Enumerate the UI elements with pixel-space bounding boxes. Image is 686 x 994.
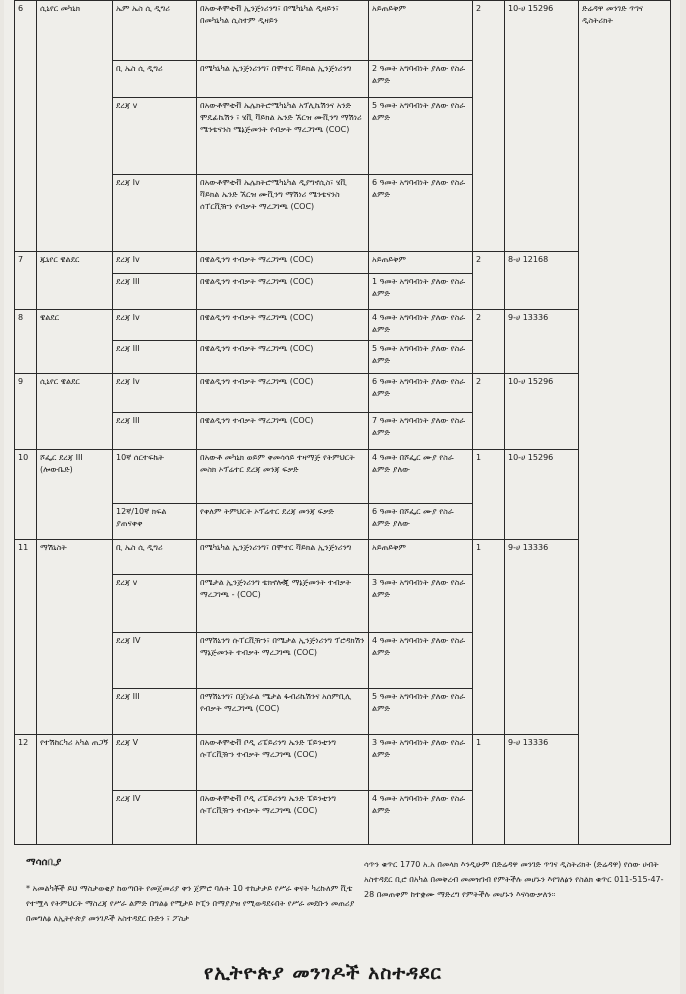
- experience: 4 ዓመት በሾፌር ሙያ የስራ ልምድ ያለው: [369, 450, 473, 504]
- field-of-study: በአውቶሞቲቭ ኤሌክትሮሜካኒካል አፕሊኬሽንና አንድ ሞዴፊኬሽን ፣ ሄቪ ቫይክል ኤንድ ኧርዝ ሙቪንግ ማሽነሪ ሜንቴናንስ ሜኔጅመንት የብቃት ማረጋገጫ (COC): [197, 98, 369, 175]
- education-level: ደረጃ Iv: [113, 252, 197, 274]
- experience: አይጠይቅም: [369, 540, 473, 575]
- organization-name: የኢትዮጵያ መንገዶች አስተዳደር: [204, 962, 442, 984]
- field-of-study: በዌልዲንግ ተብቃት ማረጋገጫ (COC): [197, 413, 369, 450]
- education-level: ደረጃ Iv: [113, 310, 197, 341]
- education-level: ኤም ኤስ ሲ ዲግሪ: [113, 1, 197, 61]
- work-location: ድሬዳዋ መንገድ ጥገና ዲስትሪክት: [579, 1, 671, 845]
- table-row: [15, 735, 671, 791]
- experience: 2 ዓመት አግባብነት ያለው የስራ ልምድ: [369, 61, 473, 98]
- job-title: ዌልደር: [37, 310, 113, 374]
- table-row: [15, 540, 671, 575]
- experience: አይጠይቅም: [369, 1, 473, 61]
- row-number: 10: [15, 450, 37, 540]
- education-level: ደረጃ Iv: [113, 175, 197, 252]
- experience: 7 ዓመት አግባብነት ያለው የስራ ልምድ: [369, 413, 473, 450]
- education-level: 12ኛ/10ኛ ክፍል ያጠናቀቀ: [113, 504, 197, 540]
- field-of-study: በአውቶሞቲቭ ኤሌክትሮሜካኒካል ዲያግኖሲስ፣ ሄቪ ቫይክል ኤንድ ኧርዝ ሙቪንግ ማሽነሪ ሜንቴናንስ ሰፐርቪዥን የብቃት ማረጋገጫ (COC): [197, 175, 369, 252]
- job-title: ማሽኒስት: [37, 540, 113, 735]
- job-title: ሾፌር ደረጃ III (ሎውቤድ): [37, 450, 113, 540]
- quantity: 2: [473, 310, 505, 374]
- grade-salary: 9-ሀ 13336: [505, 540, 579, 735]
- field-of-study: በማሽኒንግ፣ በጀነራል ሜታል ፋብሪኬሽንና አሰምቢሊ የብቃት ማረጋገጫ (COC): [197, 689, 369, 735]
- field-of-study: በማሽኒንግ ሱፐርቪዥን፣ በሜታል ኢንጅነሪንግ ፕሮዳክሽን ማኔጅመንት ተብቃት ማረጋገጫ (COC): [197, 633, 369, 689]
- experience: 5 ዓመት አግባብነት ያለው የስራ ልምድ: [369, 689, 473, 735]
- job-title: ሲኒየር መካኒክ: [37, 1, 113, 252]
- table-row: [15, 450, 671, 504]
- experience: 4 ዓመት አግባብነት ያለው የስራ ልምድ: [369, 791, 473, 845]
- experience: 6 ዓመት በሾፌር ሙያ የስራ ልምድ ያለው: [369, 504, 473, 540]
- field-of-study: በሜካኒካል ኢንጅነሪንግ፣ በሞተር ቫይክል ኢንጅነሪንግ: [197, 61, 369, 98]
- document-page: [4, 0, 680, 994]
- row-number: 9: [15, 374, 37, 450]
- field-of-study: በሜካኒካል ኢንጅነሪንግ፣ በሞተር ቫይክል ኢንጅነሪንግ: [197, 540, 369, 575]
- field-of-study: የቀለም ትምህርት ኦፕሬተር ደረጃ መንጃ ፍቃድ: [197, 504, 369, 540]
- experience: አይጠይቅም: [369, 252, 473, 274]
- grade-salary: 8-ሀ 12168: [505, 252, 579, 310]
- experience: 3 ዓመት አግባብነት ያለው የስራ ልምድ: [369, 575, 473, 633]
- experience: 6 ዓመት አግባብነት ያለው የስራ ልምድ: [369, 374, 473, 413]
- notes-text-right: ሳጥን ቁጥር 1770 አ.አ በመላክ እንዲሁም በድሬዳዋ መንገድ ጥገና ዲስትሪክት (ድሬዳዋ) የሰው ሀብት አስተዳደር ቢሮ በአካል በመቅረብ መመዝገብ የምትችሉ መሆኑን እየገለፅን የስልክ ቁጥር 011-515-47-28 በመጠቀም ከተቋሙ ማድረግ የምትችሉ መሆኑን እናሳውቃለን፡፡: [364, 860, 664, 900]
- field-of-study: በአውቶ መካኒክ ወይም ቀመሳሳይ ተዛማጅ የትምህርት መስክ ኦፕሬተር ደረጃ መንጃ ፍቃድ: [197, 450, 369, 504]
- quantity: 2: [473, 1, 505, 252]
- education-level: ቢ ኤስ ሲ ዲግሪ: [113, 61, 197, 98]
- grade-salary: 9-ሀ 13336: [505, 735, 579, 845]
- experience: 4 ዓመት አግባብነት ያለው የስራ ልምድ: [369, 633, 473, 689]
- notes-text-left: * አመልካቾች ይህ ማስታወቂያ ከወጣበት የመጀመሪያ ቀን ጀምሮ ባሉት 10 ተከታታይ የሥራ ቀናት ካረኩለም ቪቴ የተሟላ የትምህርት ማስረጃ የሥራ ልምድ በግልፅ የሚታይ ኮፒን በማያያዝ የሚወዳደሩበት የሥራ መደቡን መጠሪያ በመግለፅ ለኢትዮጵያ መንገዶች አስተዳደር ቡድን ፣ ፖስታ: [26, 884, 355, 924]
- experience: 5 ዓመት አግባብነት ያለው የስራ ልምድ: [369, 341, 473, 374]
- experience: 3 ዓመት አግባብነት ያለው የስራ ልምድ: [369, 735, 473, 791]
- experience: 6 ዓመት አግባብነት ያለው የስራ ልምድ: [369, 175, 473, 252]
- education-level: ደረጃ III: [113, 689, 197, 735]
- education-level: ደረጃ Iv: [113, 374, 197, 413]
- job-title: ጁኒየር ዌልደር: [37, 252, 113, 310]
- job-title: ሲኒየር ዌልደር: [37, 374, 113, 450]
- education-level: ቢ ኤስ ሲ ዲግሪ: [113, 540, 197, 575]
- row-number: 12: [15, 735, 37, 845]
- notes-title: ማሳሰቢያ: [26, 857, 62, 868]
- education-level: ደረጃ v: [113, 575, 197, 633]
- field-of-study: በዌልዲንግ ተብቃት ማረጋገጫ (COC): [197, 274, 369, 310]
- quantity: 2: [473, 374, 505, 450]
- education-level: ደረጃ v: [113, 98, 197, 175]
- field-of-study: በሜታል ኢንጅነሪንግ ቴክኖሎጂ ማኔጅመንት ተብቃት ማረጋገጫ - (COC): [197, 575, 369, 633]
- education-level: ደረጃ IV: [113, 791, 197, 845]
- grade-salary: 10-ሀ 15296: [505, 450, 579, 540]
- grade-salary: 10-ሀ 15296: [505, 374, 579, 450]
- table-row: [15, 1, 671, 61]
- job-title: የተሽከርካሪ አካል ጠጋኝ: [37, 735, 113, 845]
- education-level: ደረጃ IV: [113, 633, 197, 689]
- field-of-study: በአውቶሞቲቭ ቦዲ ሪፔይሪንግ ኤንድ ፔይንቲንግ ሱፐርቪዥን ተብቃት ማረጋገጫ (COC): [197, 791, 369, 845]
- grade-salary: 10-ሀ 15296: [505, 1, 579, 252]
- row-number: 8: [15, 310, 37, 374]
- quantity: 1: [473, 540, 505, 735]
- education-level: 10ኛ ሰርተፍኬት: [113, 450, 197, 504]
- education-level: ደረጃ III: [113, 274, 197, 310]
- quantity: 2: [473, 252, 505, 310]
- experience: 1 ዓመት አግባብነት ያለው የስራ ልምድ: [369, 274, 473, 310]
- field-of-study: በዌልዲንግ ተብቃት ማረጋገጫ (COC): [197, 252, 369, 274]
- row-number: 11: [15, 540, 37, 735]
- field-of-study: በአውቶሞቲቭ ቦዲ ሪፔይሪንግ ኤንድ ፔይንቲንግ ሱፐርቪዥን ተብቃት ማረጋገጫ (COC): [197, 735, 369, 791]
- vacancy-table: [14, 0, 671, 845]
- grade-salary: 9-ሀ 13336: [505, 310, 579, 374]
- quantity: 1: [473, 735, 505, 845]
- experience: 5 ዓመት አግባብነት ያለው የስራ ልምድ: [369, 98, 473, 175]
- field-of-study: በዌልዲንግ ተብቃት ማረጋገጫ (COC): [197, 310, 369, 341]
- row-number: 7: [15, 252, 37, 310]
- field-of-study: በአውቶሞቲቭ ኢንጅነሪንግ፣ በሜካኒካል ዲዛይን፣ በመካኒካል ሲስተም ዲዛይን: [197, 1, 369, 61]
- education-level: ደረጃ III: [113, 341, 197, 374]
- education-level: ደረጃ V: [113, 735, 197, 791]
- experience: 4 ዓመት አግባብነት ያለው የስራ ልምድ: [369, 310, 473, 341]
- field-of-study: በዌልዲንግ ተብቃት ማረጋገጫ (COC): [197, 341, 369, 374]
- row-number: 6: [15, 1, 37, 252]
- table-row: [15, 374, 671, 413]
- field-of-study: በዌልዲንግ ተብቃት ማረጋገጫ (COC): [197, 374, 369, 413]
- education-level: ደረጃ III: [113, 413, 197, 450]
- table-row: [15, 252, 671, 274]
- quantity: 1: [473, 450, 505, 540]
- table-row: [15, 310, 671, 341]
